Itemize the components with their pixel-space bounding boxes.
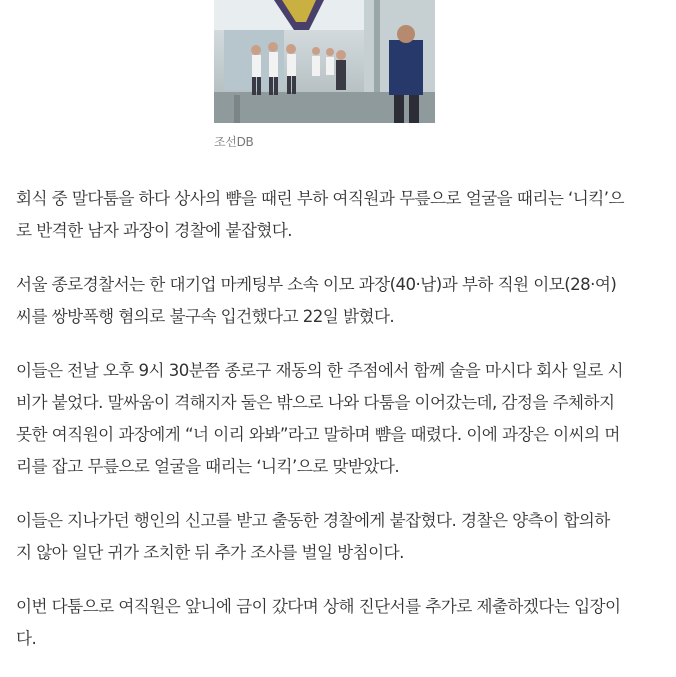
text-line: 지 않아 일단 귀가 조치한 뒤 추가 조사를 벌일 방침이다. <box>16 543 404 562</box>
police-station-photo <box>214 0 435 123</box>
text-line: 씨를 쌍방폭행 혐의로 불구속 입건했다고 22일 밝혔다. <box>16 307 395 326</box>
photo-caption: 조선DB <box>214 135 254 149</box>
text-line: 서울 종로경찰서는 한 대기업 마케팅부 소속 이모 과장(40·남)과 부하 직원 이모(28·여) <box>16 275 617 294</box>
paragraph-1 <box>16 183 640 247</box>
paragraph-3 <box>16 355 640 483</box>
text-line: 비가 붙었다. 말싸움이 격해지자 둘은 밖으로 나와 다툼을 이어갔는데, 감정을 주체하지 <box>16 393 615 412</box>
text-line: 이들은 지나가던 행인의 신고를 받고 출동한 경찰에게 붙잡혔다. 경찰은 양측이 합의하 <box>16 511 610 530</box>
text-line: 이번 다툼으로 여직원은 앞니에 금이 갔다며 상해 진단서를 추가로 제출하겠다는 입장이 <box>16 597 621 616</box>
article-body <box>16 183 640 677</box>
text-line: 회식 중 말다툼을 하다 상사의 뺨을 때린 부하 여직원과 무릎으로 얼굴을 때리는 ‘니킥’으 <box>16 189 624 208</box>
article-photo <box>214 0 435 123</box>
text-line: 못한 여직원이 과장에게 “너 이리 와봐”라고 말하며 뺨을 때렸다. 이에 과장은 이씨의 머 <box>16 425 620 444</box>
text-line: 이들은 전날 오후 9시 30분쯤 종로구 재동의 한 주점에서 함께 술을 마시다 회사 일로 시 <box>16 361 623 380</box>
text-line: 로 반격한 남자 과장이 경찰에 붙잡혔다. <box>16 221 293 240</box>
text-line: 리를 잡고 무릎으로 얼굴을 때리는 ‘니킥’으로 맞받았다. <box>16 457 400 476</box>
paragraph-2 <box>16 269 640 333</box>
paragraph-5 <box>16 591 640 655</box>
paragraph-4 <box>16 505 640 569</box>
text-line: 다. <box>16 629 37 648</box>
